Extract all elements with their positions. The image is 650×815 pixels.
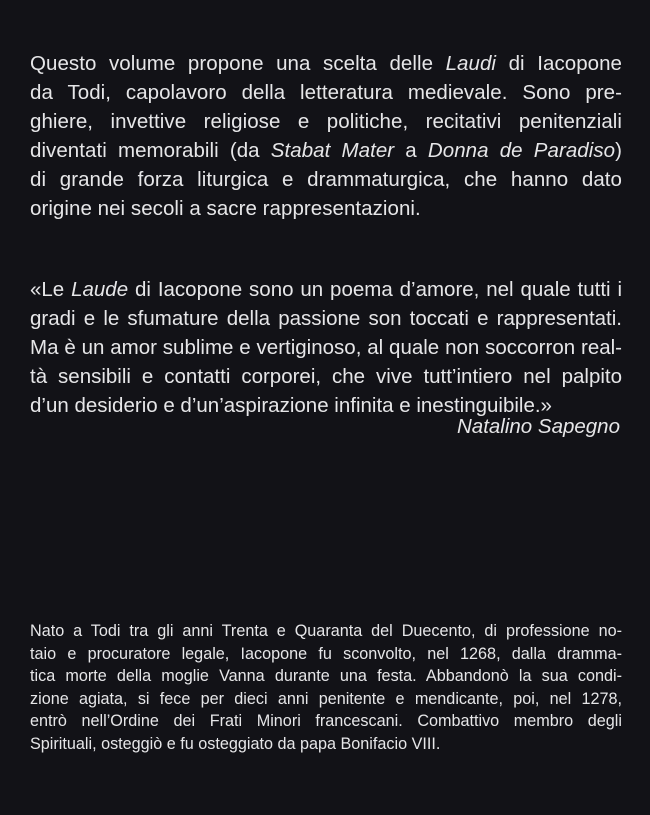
text-line: zione agiata, si fece per dieci anni penitente e mendicante, poi, nel 1278, bbox=[30, 689, 622, 708]
text-line: Ma è un amor sublime e vertiginoso, al quale non soccorron real- bbox=[30, 336, 622, 359]
text-line: diventati memorabili (da Stabat Mater a Donna de Paradiso) bbox=[30, 139, 622, 162]
text-line: gradi e le sfumature della passione son toccati e rappresentati. bbox=[30, 307, 622, 330]
quotation-author: Natalino Sapegno bbox=[457, 415, 620, 438]
quotation-paragraph bbox=[30, 275, 622, 420]
text-line: «Le Laude di Iacopone sono un poema d’amore, nel quale tutti i bbox=[30, 278, 622, 301]
text-line: tica morte della moglie Vanna durante una festa. Abbandonò la sua condi- bbox=[30, 667, 622, 685]
text-line: ghiere, invettive religiose e politiche, recitativi penitenziali bbox=[30, 110, 622, 133]
text-line: da Todi, capolavoro della letteratura medievale. Sono pre- bbox=[30, 81, 622, 104]
italic-title: Stabat Mater bbox=[270, 139, 395, 162]
italic-title: Laudi bbox=[445, 52, 497, 75]
description-paragraph bbox=[30, 49, 622, 223]
text-line: origine nei secoli a sacre rappresentazioni. bbox=[30, 197, 421, 220]
italic-title: Laude bbox=[71, 278, 129, 301]
author-biography-paragraph bbox=[30, 620, 622, 755]
text-line: d’un desiderio e d’un’aspirazione infinita e inestinguibile.» bbox=[30, 394, 552, 417]
text-line: taio e procuratore legale, Iacopone fu sconvolto, nel 1268, dalla dramma- bbox=[30, 644, 622, 663]
text-line: di grande forza liturgica e drammaturgica, che hanno dato bbox=[30, 168, 622, 191]
text-line: tà sensibili e contatti corporei, che vive tutt’intiero nel palpito bbox=[30, 365, 622, 388]
text-line: Nato a Todi tra gli anni Trenta e Quaranta del Duecento, di professione no- bbox=[30, 622, 622, 640]
text-line: entrò nell’Ordine dei Frati Minori francescani. Combattivo membro degli bbox=[30, 712, 622, 730]
text-line: Spirituali, osteggiò e fu osteggiato da papa Bonifacio VIII. bbox=[30, 734, 441, 753]
text-line: Questo volume propone una scelta delle Laudi di Iacopone bbox=[30, 52, 622, 75]
italic-title: Donna de Paradiso bbox=[427, 139, 616, 162]
